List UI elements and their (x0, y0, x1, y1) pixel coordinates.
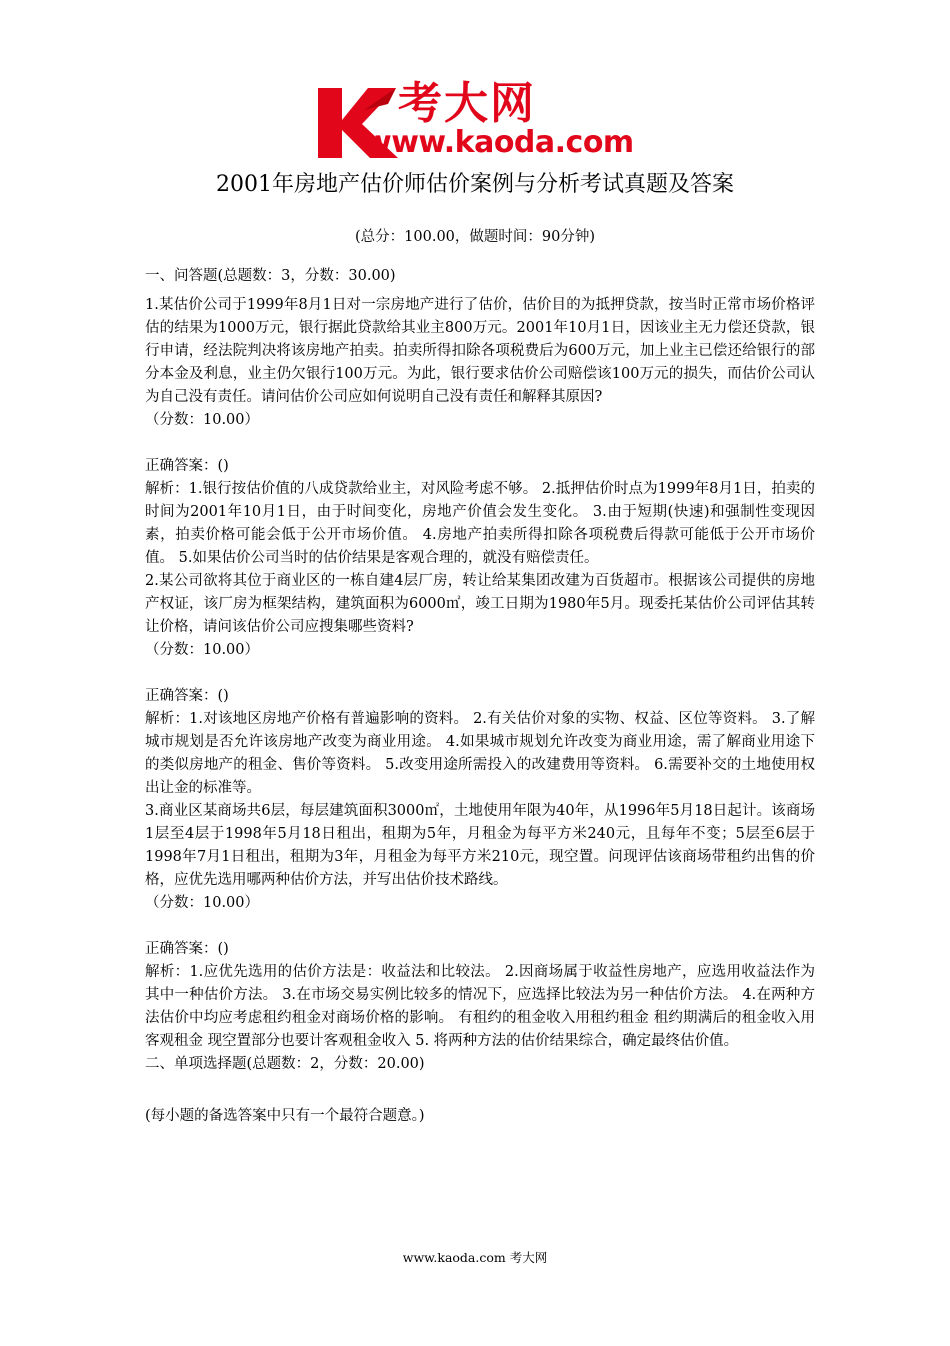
question-analysis: 解析：1.对该地区房地产价格有普遍影响的资料。 2.有关估价对象的实物、权益、区位等资料。 3.了解城市规划是否允许该房地产改变为商业用途。 4.如果城市规划允许改变为商业用途，需了解商业用途下的类似房地产的租金、售价等资料。 5.改变用途所需投入的改建费用等资料。 6.需要补交的土地使用权出让金的标准等。 (145, 711, 815, 796)
question-analysis: 解析：1.应优先选用的估价方法是：收益法和比较法。 2.因商场属于收益性房地产，应选用收益法作为其中一种估价方法。 3.在市场交易实例比较多的情况下，应选择比较法为另一种估价方法。 4.在两种方法估价中均应考虑租约租金对商场价格的影响。 有租约的租金收入用租约租金 租约期满后的租金收入用客观租金 现空置部分也要计客观租金收入 5. 将两种方法的估价结果综合，确定最终估价值。 (145, 964, 815, 1049)
question-answer: 正确答案：() (145, 688, 229, 704)
question-score: （分数：10.00） (145, 895, 260, 911)
document-subtitle: (总分：100.00，做题时间：90分钟) (355, 229, 595, 245)
question-analysis: 解析：1.银行按估价值的八成贷款给业主，对风险考虑不够。 2.抵押估价时点为1999年8月1日，拍卖的时间为2001年10月1日，由于时间变化，房地产价值会发生变化。 3.由于短期(快速)和强制性变现因素，拍卖价格可能会低于公开市场价值。 4.房地产拍卖所得扣除各项税费后得款可能低于公开市场价值。 5.如果估价公司当时的估价结果是客观合理的，就没有赔偿责任。 (145, 481, 815, 566)
question-answer: 正确答案：() (145, 458, 229, 474)
section-heading-1: 一、问答题(总题数：3，分数：30.00) (145, 268, 396, 284)
section-note: (每小题的备选答案中只有一个最符合题意。) (145, 1108, 425, 1124)
question-answer: 正确答案：() (145, 941, 229, 957)
document-body (145, 265, 815, 1128)
logo-chinese-text: 考大网 (398, 78, 536, 129)
question-text: 3.商业区某商场共6层，每层建筑面积3000㎡，土地使用年限为40年，从1996年5月18日起计。该商场1层至4层于1998年5月18日租出，租期为5年，月租金为每平方米240元，且每年不变；5层至6层于1998年7月1日租出，租期为3年，月租金为每平方米210元，现空置。问现评估该商场带租约出售的价格，应优先选用哪两种估价方法，并写出估价技术路线。 (145, 803, 815, 888)
document-title: 2001年房地产估价师估价案例与分析考试真题及答案 (216, 172, 734, 197)
kaoda-logo (312, 80, 642, 162)
page-footer: www.kaoda.com 考大网 (402, 1250, 548, 1265)
question-text: 2.某公司欲将其位于商业区的一栋自建4层厂房，转让给某集团改建为百货超市。根据该公司提供的房地产权证，该厂房为框架结构，建筑面积为6000㎡，竣工日期为1980年5月。现委托某估价公司评估其转让价格，请问该估价公司应搜集哪些资料? (145, 573, 815, 635)
question-score: （分数：10.00） (145, 642, 260, 658)
section-heading-2: 二、单项选择题(总题数：2，分数：20.00) (145, 1056, 425, 1072)
logo-url-text: www.kaoda.com (364, 125, 634, 160)
question-text: 1.某估价公司于1999年8月1日对一宗房地产进行了估价，估价目的为抵押贷款，按当时正常市场价格评估的结果为1000万元，银行据此贷款给其业主800万元。2001年10月1日，因该业主无力偿还贷款，银行申请，经法院判决将该房地产拍卖。拍卖所得扣除各项税费后为600万元，加上业主已偿还给银行的部分本金及利息，业主仍欠银行100万元。为此，银行要求估价公司赔偿该100万元的损失，而估价公司认为自己没有责任。请问估价公司应如何说明自己没有责任和解释其原因? (145, 297, 815, 405)
question-score: （分数：10.00） (145, 412, 260, 428)
